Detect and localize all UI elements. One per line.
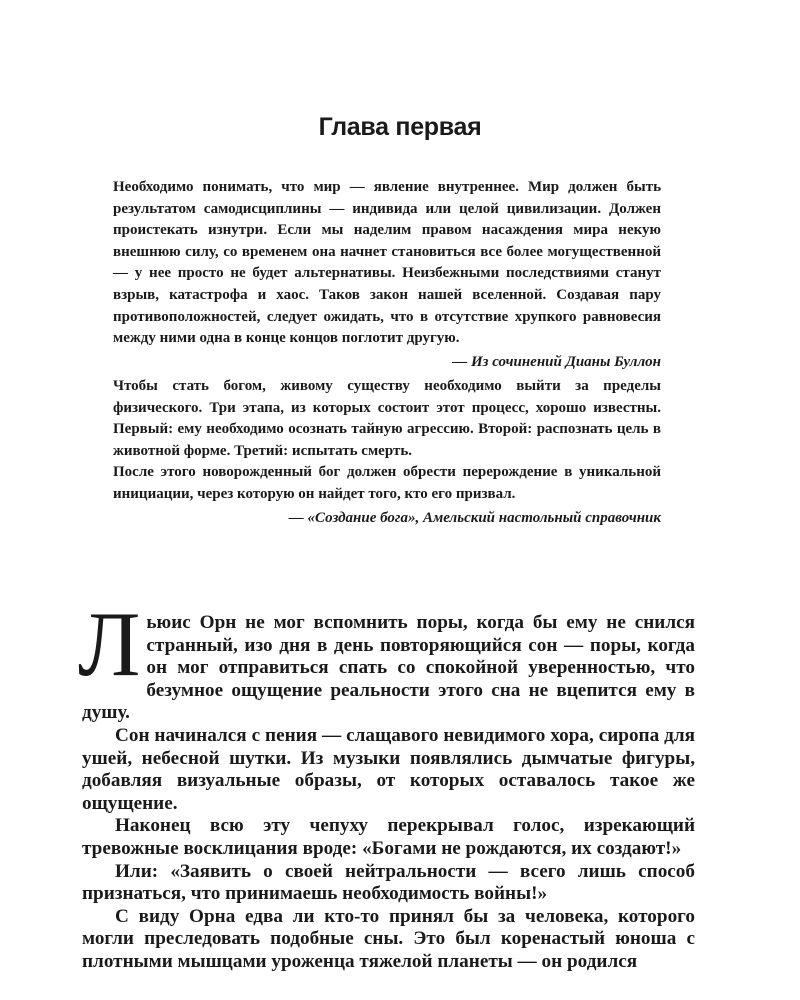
chapter-title: Глава первая: [318, 113, 482, 141]
epigraph-1-attribution: — Из сочинений Дианы Буллон: [452, 353, 661, 370]
drop-cap: Л: [78, 593, 141, 695]
epigraph-2-text-1: Чтобы стать богом, живому существу необходимо выйти за пределы физического. Три этапа, из которых состоит этот процесс, хорошо известны. Первый: ему необходимо осознать тайную агрессию. Второй: распознать цель в животной форме. Третий: испытать смерть.: [113, 378, 661, 459]
body-paragraph-text: ьюис Орн не мог вспомнить поры, когда бы ему не снился странный, изо дня в день повторяющийся сон — поры, когда он мог отправиться спать со спокойной уверенностью, что безумное ощущение реальности этого сна не вцепится ему в душу.: [82, 612, 695, 724]
body-paragraph: [78, 593, 695, 725]
body-paragraph: Наконец всю эту чепуху перекрывал голос, изрекающий тревожные восклицания вроде: «Богами не рождаются, их создают!»: [82, 815, 695, 859]
body-paragraph: С виду Орна едва ли кто-то принял бы за человека, которого могли преследовать подобные сны. Это был коренастый юноша с плотными мышцами уроженца тяжелой планеты — он родился: [82, 905, 695, 972]
chapter-body: [78, 593, 695, 974]
body-paragraph: Сон начинался с пения — слащавого невидимого хора, сиропа для ушей, небесной шутки. Из музыки появлялись дымчатые фигуры, добавляя визуальные образы, от которых оставалось такое же ощущение.: [82, 724, 695, 814]
epigraph-1-text: Необходимо понимать, что мир — явление внутреннее. Мир должен быть результатом самодисциплины — индивида или целой цивилизации. Должен проистекать изнутри. Если мы наделим правом насаждения мира некую внешнюю силу, со временем она начнет становиться все более могущественной — у нее просто не будет альтернативы. Неизбежными последствиями станут взрыв, катастрофа и хаос. Таков закон нашей вселенной. Создавая пару противоположностей, следует ожидать, что в отсутствие хрупкого равновесия между ними одна в конце концов поглотит другую.: [113, 179, 661, 347]
epigraph-2-text-2: После этого новорожденный бог должен обрести перерождение в уникальной инициации, через которую он найдет того, кто его призвал.: [113, 464, 661, 502]
body-paragraph: Или: «Заявить о своей нейтральности — всего лишь способ признаться, что принимаешь необходимость войны!»: [82, 860, 695, 905]
epigraph-1: [113, 177, 661, 373]
epigraph-2-attribution: — «Создание бога», Амельский настольный справочник: [288, 509, 661, 526]
epigraph-2: [113, 376, 661, 529]
